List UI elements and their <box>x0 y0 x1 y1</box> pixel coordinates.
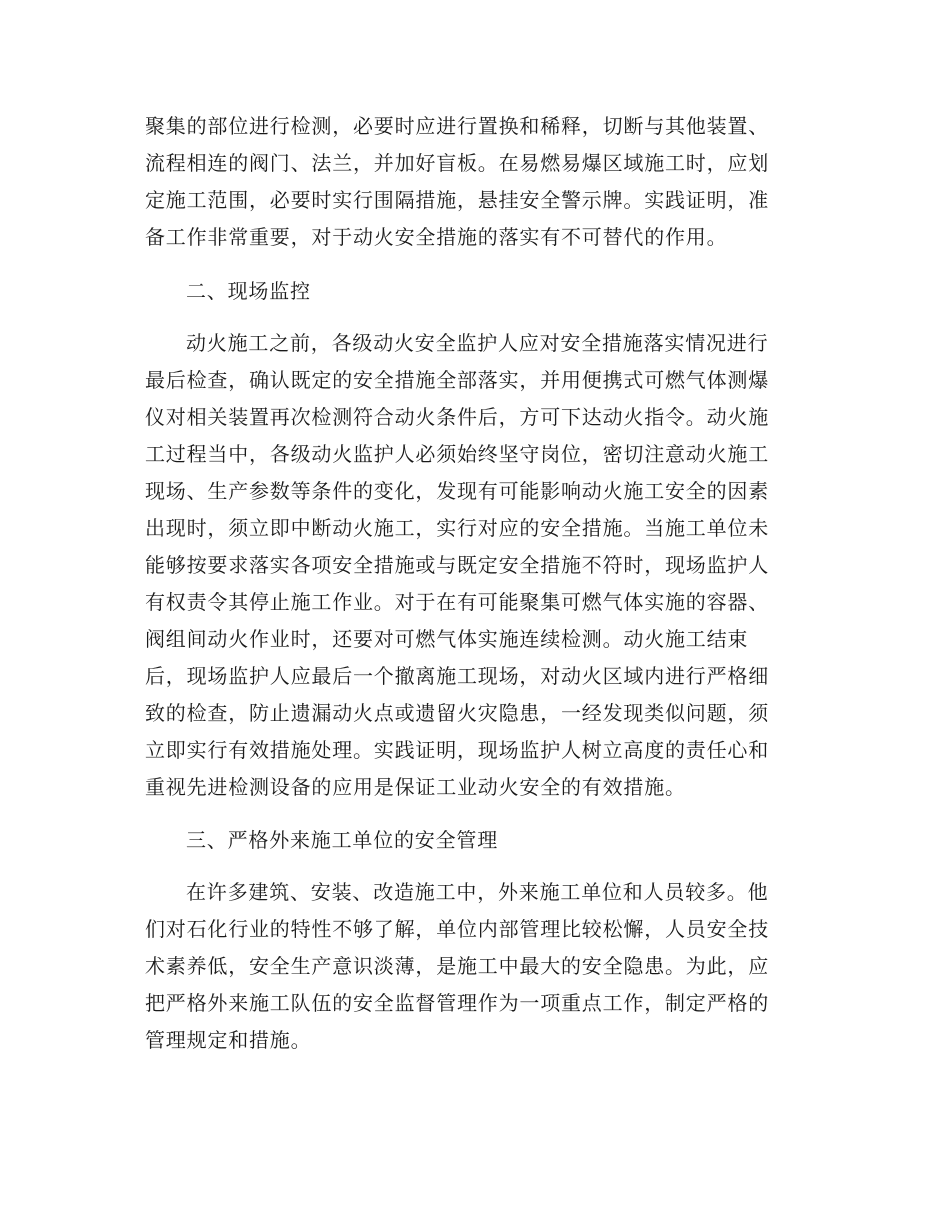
body-text-line: 在许多建筑、安装、改造施工中，外来施工单位和人员较多。他 <box>186 880 769 904</box>
body-text-line: 管理规定和措施。 <box>145 1028 312 1052</box>
body-text-line: 备工作非常重要，对于动火安全措施的落实有不可替代的作用。 <box>145 225 728 249</box>
body-text-line: 最后检查，确认既定的安全措施全部落实，并用便携式可燃气体测爆 <box>145 368 769 392</box>
body-text-line: 聚集的部位进行检测，必要时应进行置换和稀释，切断与其他装置、 <box>145 114 769 138</box>
body-text-line: 阀组间动火作业时，还要对可燃气体实施连续检测。动火施工结束 <box>145 627 749 651</box>
body-text-line: 动火施工之前，各级动火安全监护人应对安全措施落实情况进行 <box>186 331 769 355</box>
body-text-line: 们对石化行业的特性不够了解，单位内部管理比较松懈，人员安全技 <box>145 917 769 941</box>
body-text-line: 仪对相关装置再次检测符合动火条件后，方可下达动火指令。动火施 <box>145 405 769 429</box>
body-text-line: 立即实行有效措施处理。实践证明，现场监护人树立高度的责任心和 <box>145 738 769 762</box>
body-text-line: 工过程当中，各级动火监护人必须始终坚守岗位，密切注意动火施工 <box>145 442 769 466</box>
body-text-line: 后，现场监护人应最后一个撤离施工现场，对动火区域内进行严格细 <box>145 664 769 688</box>
body-text-line: 流程相连的阀门、法兰，并加好盲板。在易燃易爆区域施工时，应划 <box>145 151 769 175</box>
body-text-line: 有权责令其停止施工作业。对于在有可能聚集可燃气体实施的容器、 <box>145 590 769 614</box>
body-text-line: 现场、生产参数等条件的变化，发现有可能影响动火施工安全的因素 <box>145 479 769 503</box>
section-heading-3: 三、严格外来施工单位的安全管理 <box>186 828 498 852</box>
body-text-line: 把严格外来施工队伍的安全监督管理作为一项重点工作，制定严格的 <box>145 991 769 1015</box>
body-text-line: 致的检查，防止遗漏动火点或遗留火灾隐患，一经发现类似问题，须 <box>145 701 769 725</box>
body-text-line: 出现时，须立即中断动火施工，实行对应的安全措施。当施工单位未 <box>145 516 769 540</box>
body-text-line: 能够按要求落实各项安全措施或与既定安全措施不符时，现场监护人 <box>145 553 769 577</box>
body-text-line: 术素养低，安全生产意识淡薄，是施工中最大的安全隐患。为此，应 <box>145 954 769 978</box>
section-heading-2: 二、现场监控 <box>186 279 311 303</box>
body-text-line: 定施工范围，必要时实行围隔措施，悬挂安全警示牌。实践证明，准 <box>145 188 769 212</box>
body-text-line: 重视先进检测设备的应用是保证工业动火安全的有效措施。 <box>145 775 686 799</box>
